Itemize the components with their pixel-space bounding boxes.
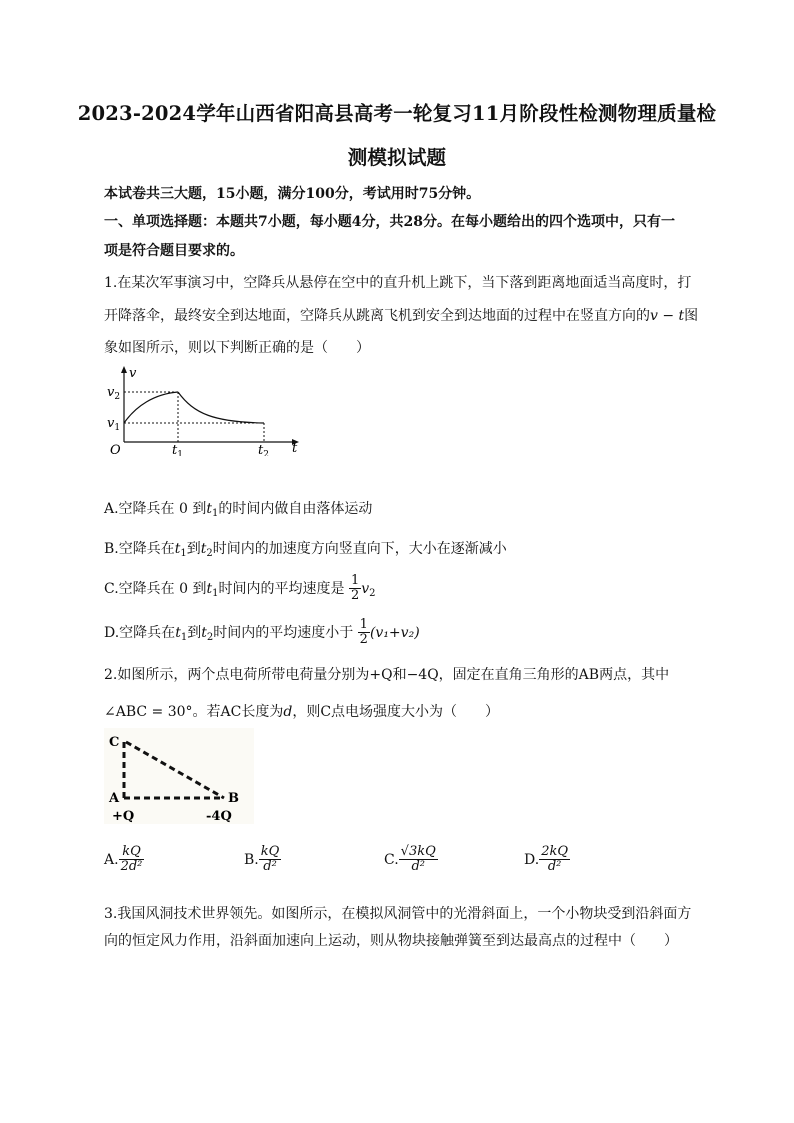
q1-option-b: B.空降兵在$t_1$到$t_2$时间内的加速度方向竖直向下，大小在逐渐减小 [104,541,507,559]
q1-stem-line-3: 象如图所示，则以下判断正确的是（ ） [104,340,370,356]
charge-a-label: +Q [112,809,135,824]
q1-vt-graph [104,364,304,456]
q2-option-d: D. $\frac{2kQ}{\text{d²}}$ [524,844,568,875]
q1-stem-line-1: 1.在某次军事演习中，空降兵从悬停在空中的直升机上跳下，当下落到距离地面适当高度时，打 [104,275,692,291]
graph-t1-label: $t_1$ [172,443,183,456]
q3-stem-line-1: 3.我国风洞技术世界领先。如图所示，在模拟风洞管中的光滑斜面上，一个小物块受到沿斜面方 [104,906,692,922]
q2-option-b: B. $\frac{kQ}{\text{d²}}$ [244,844,280,875]
vertex-c-label: C [109,735,120,750]
q1-option-d: D.空降兵在$t_1$到$t_2$时间内的平均速度小于 $\frac{1}{2}$ (v₁+v₂) [104,617,420,648]
q2-stem-line-1: 2.如图所示，两个点电荷所带电荷量分别为+Q和−4Q，固定在直角三角形的AB两点，其中 [104,667,670,683]
option-c-fraction: $\frac{1}{2}$ [350,573,360,604]
graph-v-axis-label: v [129,366,137,381]
vertex-a-label: A [109,791,120,806]
page-title-line-1: 2023-2024学年山西省阳高县高考一轮复习11月阶段性检测物理质量检 [77,102,717,125]
graph-v1-label: $v_1$ [107,416,121,433]
q3-stem-line-2: 向的恒定风力作用，沿斜面加速向上运动，则从物块接触弹簧至到达最高点的过程中（ ） [104,933,678,949]
option-d-fraction: $\frac{1}{2}$ [359,617,368,648]
q1-option-a: A.空降兵在 0 到$t_1$的时间内做自由落体运动 [104,501,373,519]
graph-t-axis-label: t [292,441,298,456]
q2-option-a: A. $\frac{kQ}{\text{2d²}}$ [104,844,143,875]
page-title-line-2: 测模拟试题 [347,146,447,169]
exam-intro: 本试卷共三大题，15小题，满分100分，考试用时75分钟。 [104,186,481,202]
graph-t2-label: $t_2$ [258,443,269,456]
vertex-b-label: B [228,791,239,806]
charge-b-label: -4Q [206,809,232,824]
q1-stem-line-2: 开降落伞，最终安全到达地面，空降兵从跳离飞机到安全到达地面的过程中在竖直方向的v − t图 [104,308,699,324]
q2-stem-line-2: ∠ABC = 30°。若AC长度为d，则C点电场强度大小为（ ） [104,704,500,720]
q2-option-c: C. $\frac{√3kQ}{\text{d²}}$ [384,844,436,875]
graph-v2-label: $v_2$ [107,385,121,402]
q1-option-c: C.空降兵在 0 到$t_1$时间内的平均速度是 $\frac{1}{2}$ $v_2$ [104,573,376,604]
section-1-header: 一、单项选择题：本题共7小题，每小题4分，共28分。在每小题给出的四个选项中，只有一 [104,214,675,230]
graph-origin-label: O [110,443,121,456]
q2-triangle-figure [104,728,254,824]
section-1-header-cont: 项是符合题目要求的。 [104,243,244,259]
